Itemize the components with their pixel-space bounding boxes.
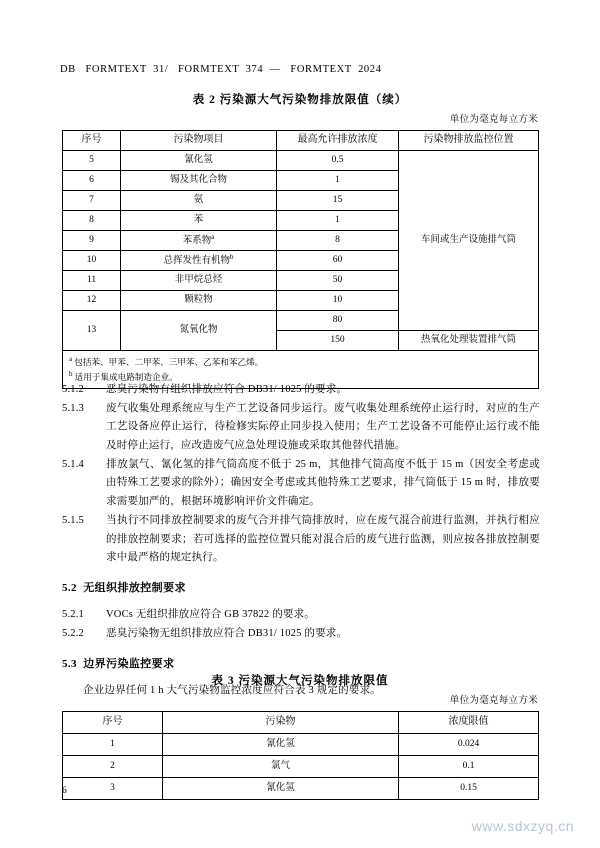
cell-no: 11 [63, 271, 121, 291]
cell-limit: 10 [277, 291, 399, 311]
watermark: www.sdxzyq.cn [471, 818, 574, 834]
cell-item: 氯气 [163, 756, 399, 778]
table-air-pollutant-limits-continued [62, 130, 539, 389]
cell-item: 氰化氢 [163, 734, 399, 756]
cell-item: 苯 [121, 211, 277, 231]
cell-no: 6 [63, 171, 121, 191]
cell-item: 氨 [121, 191, 277, 211]
cell-no: 12 [63, 291, 121, 311]
table-row [63, 756, 539, 778]
cell-item: 氰化氢 [121, 151, 277, 171]
section-heading-5-2: 5.2 无组织排放控制要求 [62, 581, 186, 594]
cell-limit: 0.5 [277, 151, 399, 171]
cell-no: 13 [63, 311, 121, 351]
page-header: DB FORMTEXT 31/ FORMTEXT 374 — FORMTEXT 2024 [60, 64, 382, 75]
cell-limit: 1 [277, 171, 399, 191]
col-header-no: 序号 [63, 712, 163, 734]
cell-no: 9 [63, 231, 121, 251]
table-header-row [63, 131, 539, 151]
cell-no: 3 [63, 778, 163, 800]
table2-caption: 表 2 污染源大气污染物排放限值（续） [192, 94, 408, 106]
footnote-mark-b: b [230, 252, 234, 261]
cell-no: 2 [63, 756, 163, 778]
cell-item: 苯系物$^a$ [121, 231, 277, 251]
clause-5-2-2: 5.2.2 恶臭污染物无组织排放应符合 DB31/ 1025 的要求。 [62, 628, 348, 640]
cell-limit: 8 [277, 231, 399, 251]
cell-limit: 1 [277, 211, 399, 231]
cell-no: 1 [63, 734, 163, 756]
table2-unit-note: 单位为毫克每立方米 [449, 115, 538, 125]
cell-item: 氮氧化物 [121, 311, 277, 351]
footnote-b: $^b$ 适用于集成电路制造企业。 [69, 369, 178, 382]
table-row [63, 151, 539, 171]
section-heading-5-3: 5.3 边界污染监控要求 [62, 657, 175, 670]
col-header-limit: 最高允许排放浓度 [277, 131, 399, 151]
cell-no: 7 [63, 191, 121, 211]
col-header-monitor-position: 污染物排放监控位置 [399, 131, 539, 151]
cell-limit: 150 [277, 331, 399, 351]
body-text-section-5-1 [62, 381, 540, 701]
cell-limit: 60 [277, 251, 399, 271]
cell-item: 总挥发性有机物$^b$ [121, 251, 277, 271]
table-row [63, 778, 539, 800]
table3-unit-note: 单位为毫克每立方米 [449, 696, 538, 706]
cell-no: 10 [63, 251, 121, 271]
clause-5-1-4: 5.1.4 排放氯气、氰化氢的排气筒高度不低于 25 m，其他排气筒高度不低于 15 m（因安全考虑或由特殊工艺要求的除外）；确因安全考虑或其他特殊工艺要求，排气筒低于 15 m 时，排放要求需要加严的，根据环境影响评价文件确定。 [62, 458, 540, 508]
col-header-concentration-limit: 浓度限值 [399, 712, 539, 734]
cell-item: 锡及其化合物 [121, 171, 277, 191]
col-header-no: 序号 [63, 131, 121, 151]
cell-limit: 0.15 [399, 778, 539, 800]
table3-caption: 表 3 污染源大气污染物排放限值 [211, 675, 389, 687]
cell-monitor-position-workshop: 车间或生产设施排气筒 [399, 151, 539, 331]
footnote-mark-a: a [211, 232, 215, 241]
table-boundary-limits [62, 711, 539, 800]
clause-5-1-3: 5.1.3 废气收集处理系统应与生产工艺设备同步运行。废气收集处理系统停止运行时，对应的生产工艺设备应停止运行，待检修实际停止同步投入使用；生产工艺设备不可能停止运行或不能及时停止运行，应改造废气应急处理设施或采取其他替代措施。 [62, 402, 540, 452]
clause-5-1-2: 5.1.2 恶臭污染物有组织排放应符合 DB31/ 1025 的要求。 [62, 384, 348, 395]
col-header-pollutant: 污染物 [163, 712, 399, 734]
cell-monitor-position-thermal: 热氧化处理装置排气筒 [399, 331, 539, 351]
cell-limit: 50 [277, 271, 399, 291]
cell-item: 颗粒物 [121, 291, 277, 311]
clause-5-2-1: 5.2.1 VOCs 无组织排放应符合 GB 37822 的要求。 [62, 609, 315, 621]
page-number: 6 [62, 786, 67, 796]
cell-no: 5 [63, 151, 121, 171]
cell-limit: 80 [277, 311, 399, 331]
table-header-row [63, 712, 539, 734]
footnote-a: $^a$ 包括苯、甲苯、二甲苯、三甲苯、乙苯和苯乙烯。 [69, 355, 264, 367]
cell-limit: 0.024 [399, 734, 539, 756]
clause-5-1-5: 5.1.5 当执行不同排放控制要求的废气合并排气筒排放时，应在废气混合前进行监测，并执行相应的排放控制要求；若可选择的监控位置只能对混合后的废气进行监测，则应按各排放控制要求中最严格的规定执行。 [62, 514, 540, 564]
cell-item: 非甲烷总烃 [121, 271, 277, 291]
col-header-item: 污染物项目 [121, 131, 277, 151]
cell-limit: 0.1 [399, 756, 539, 778]
clause-5-3-body: 企业边界任何 1 h 大气污染物监控浓度应符合表 3 规定的要求。 [83, 685, 381, 697]
table-row [63, 734, 539, 756]
cell-no: 8 [63, 211, 121, 231]
cell-limit: 15 [277, 191, 399, 211]
cell-item: 氰化氢 [163, 778, 399, 800]
